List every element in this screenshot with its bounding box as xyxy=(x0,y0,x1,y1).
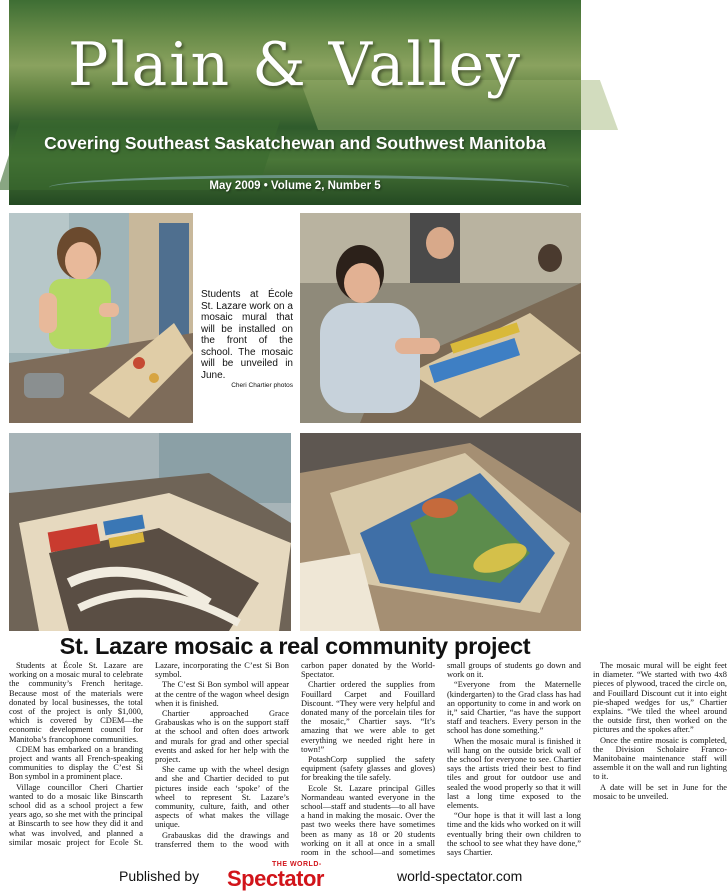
logo-small-text: THE WORLD- xyxy=(272,861,322,868)
article-paragraph: Chartier approached Grace Grabauskas who is on the support staff at the school and often does artwork and murals for grad and other special events and asked for her help with the project. xyxy=(155,709,289,765)
masthead-issue: May 2009 • Volume 2, Number 5 xyxy=(209,180,381,192)
photo-caption-text: Students at École St. Lazare work on a mosaic mural that will be installed on the front of the school. The mosaic will be unveiled in June. xyxy=(201,289,293,381)
article-body xyxy=(9,661,727,861)
article-paragraph: Students at École St. Lazare are working on a mosaic mural to celebrate the community’s French heritage. Because most of the materials were donated by local businesses, the total cost of the project is only $1,000, which is covered by CDEM—the economic development council for Manitoba’s francophone communities. xyxy=(9,661,143,744)
world-spectator-logo xyxy=(222,861,382,891)
article-paragraph: CDEM has embarked on a branding project and wants all French-speaking communities to display the C’est Si Bon symbol in a prominent place. xyxy=(9,744,143,782)
article-headline: St. Lazare mosaic a real community project xyxy=(59,633,531,659)
article-paragraph: The C’est Si Bon symbol will appear at the centre of the wagon wheel design when it is finished. xyxy=(155,680,289,708)
logo-big-text: Spectator xyxy=(227,866,324,891)
article-paragraph: She came up with the wheel design and she and Chartier decided to put pictures inside each ‘spoke’ of the wheel to represent St. Lazare’s community, culture, faith, and other aspects of what makes the village unique. xyxy=(155,765,289,830)
photo-mosaic-wheel-image xyxy=(9,433,291,631)
publisher-url[interactable]: world-spectator.com xyxy=(397,868,523,884)
masthead-subtitle: Covering Southeast Saskatchewan and Southwest Manitoba xyxy=(44,133,546,153)
published-by-label: Published by xyxy=(119,868,200,884)
footer xyxy=(9,861,581,891)
photo-caption xyxy=(201,289,293,390)
photo-credit: Cheri Chartier photos xyxy=(231,382,293,389)
photo-students-working-image xyxy=(300,213,581,423)
article-paragraph: “Everyone from the Maternelle (kindergarten) to the Grad class has had an opportunity to come in and work on it,” said Chartier, “as have the support staff and teachers. Every person in the school has done something.” xyxy=(447,680,581,736)
masthead xyxy=(9,0,581,205)
article-paragraph: Grabauskas did the drawings and transferred them to the wood with carbon paper donated by the World-Spectator. xyxy=(155,661,435,849)
article-paragraph: The mosaic mural will be eight feet in diameter. “We started with two 4x8 pieces of plywood, traced the circle on, and Fouillard Discount cut it into eight pie-shaped wedges for us,” Chartier explains. “We tiled the wheel around the outside first, then worked on the pictures and the spokes after.” xyxy=(593,661,727,735)
article-paragraph: PotashCorp supplied the safety equipment (safety glasses and gloves) for breaking the tile safely. xyxy=(301,755,435,783)
article-paragraph: When the mosaic mural is finished it will hang on the outside brick wall of the school for everyone to see. Chartier says the artists tried their best to find tiles and grout for outdoor use and sealed the wood properly so that it will last a long time exposed to the elements. xyxy=(447,736,581,811)
photo-mosaic-wedge xyxy=(300,433,581,631)
article-paragraph: Village councillor Cheri Chartier wanted to do a mosaic like Binscarth school did as a school project a few years ago, so she met with the principal at Binscarth to see how they did it and what was involved, and planned a similar mosaic project for Ecole St. Lazare, incorporating the C’est Si Bon symbol. xyxy=(9,661,289,847)
photo-girl-mosaic-image xyxy=(9,213,193,423)
photo-mosaic-wheel xyxy=(9,433,291,631)
article-paragraph: Once the entire mosaic is completed, the Division Scholaire Franco-Manitobaine maintenance staff will assemble it on the wall and run lighting to it. xyxy=(593,735,727,782)
photo-girl-mosaic xyxy=(9,213,193,423)
article-paragraph: A date will be set in June for the mosaic to be unveiled. xyxy=(593,782,727,801)
photo-mosaic-wedge-image xyxy=(300,433,581,631)
photo-students-working xyxy=(300,213,581,423)
article-paragraph: “Our hope is that it will last a long time and the kids who worked on it will eventually bring their own children to the school to see what they have done,” says Chartier. xyxy=(447,811,581,858)
masthead-title: Plain & Valley xyxy=(67,30,523,100)
article-paragraph: Ecole St. Lazare principal Gilles Normandeau wanted everyone in the school—staff and students—to all have a hand in making the mosaic. Over the past two weeks there have sometimes been as many as 18 or 20 students working on it all at once in a small room in the school—and sometimes small groups of students go down and work on it. xyxy=(301,661,581,858)
article-paragraph: Chartier ordered the supplies from Fouillard Carpet and Fouillard Discount. “They were very helpful and donated many of the porcelain tiles for the mosaic,” Chartier says. “It’s amazing that we were able to get everything we needed right here in town!” xyxy=(301,680,435,754)
